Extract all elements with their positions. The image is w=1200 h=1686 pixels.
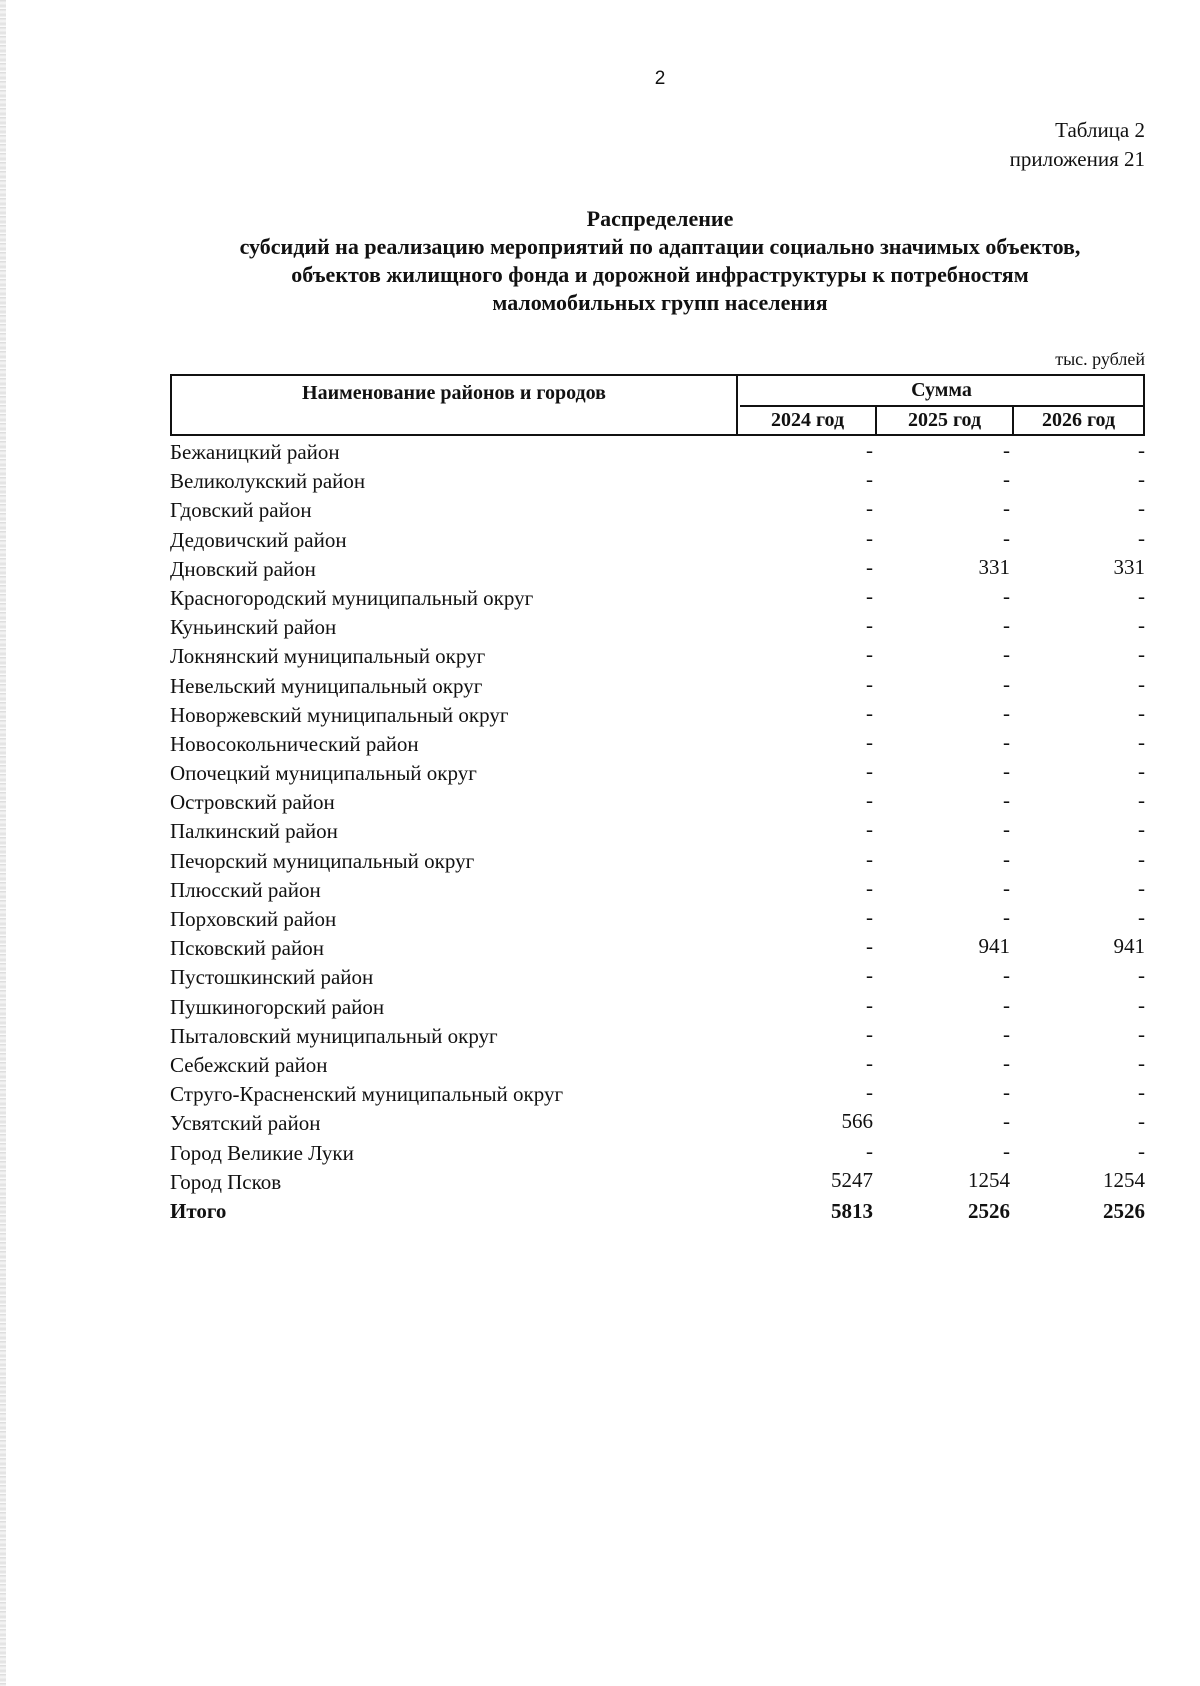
value-2026: - bbox=[1138, 671, 1145, 696]
table-row bbox=[170, 701, 1145, 730]
value-2026: - bbox=[1138, 788, 1145, 813]
table-row bbox=[170, 1139, 1145, 1168]
table-row bbox=[170, 496, 1145, 525]
value-2025: - bbox=[1003, 817, 1010, 842]
title-line-3: объектов жилищного фонда и дорожной инфраструктуры к потребностям bbox=[291, 262, 1029, 287]
value-2024: - bbox=[866, 613, 873, 638]
total-value-2025: 2526 bbox=[968, 1198, 1010, 1223]
value-2024: - bbox=[866, 554, 873, 579]
value-2024: 5247 bbox=[831, 1167, 873, 1192]
value-2025: - bbox=[1003, 438, 1010, 462]
value-2025: - bbox=[1003, 875, 1010, 900]
district-name: Город Великие Луки bbox=[170, 1140, 354, 1165]
value-2024: - bbox=[866, 525, 873, 550]
value-2024: - bbox=[866, 875, 873, 900]
value-2026: - bbox=[1138, 467, 1145, 492]
value-2025: - bbox=[1003, 1080, 1010, 1105]
value-2024: - bbox=[866, 905, 873, 929]
table-row bbox=[170, 963, 1145, 992]
value-2025: - bbox=[1003, 1021, 1010, 1046]
value-2026: - bbox=[1138, 729, 1145, 754]
header-year-2024: 2024 год bbox=[740, 407, 877, 434]
value-2024: - bbox=[866, 642, 873, 667]
district-name: Великолукский район bbox=[170, 469, 366, 494]
table-body bbox=[170, 438, 1145, 1226]
district-name: Островский район bbox=[170, 790, 335, 815]
header-sum: Сумма bbox=[740, 376, 1143, 407]
value-2026: - bbox=[1138, 1109, 1145, 1134]
value-2026: - bbox=[1138, 496, 1145, 521]
value-2026: - bbox=[1138, 1021, 1145, 1046]
district-name: Дновский район bbox=[170, 556, 316, 581]
value-2024: - bbox=[866, 1021, 873, 1046]
value-2026: - bbox=[1138, 1138, 1145, 1163]
value-2026: - bbox=[1138, 525, 1145, 550]
value-2025: 1254 bbox=[968, 1167, 1010, 1192]
district-name: Гдовский район bbox=[170, 498, 312, 523]
value-2024: - bbox=[866, 1050, 873, 1075]
value-2024: - bbox=[866, 496, 873, 521]
table-row bbox=[170, 467, 1145, 496]
value-2026: - bbox=[1138, 1050, 1145, 1075]
value-2024: - bbox=[866, 467, 873, 492]
value-2026: - bbox=[1138, 583, 1145, 608]
value-2025: - bbox=[1003, 671, 1010, 696]
table-row bbox=[170, 759, 1145, 788]
value-2025: - bbox=[1003, 496, 1010, 521]
value-2024: 566 bbox=[841, 1109, 873, 1134]
table-row bbox=[170, 1051, 1145, 1080]
value-2026: - bbox=[1138, 963, 1145, 988]
table-row bbox=[170, 672, 1145, 701]
district-name: Пыталовский муниципальный округ bbox=[170, 1023, 498, 1048]
value-2025: - bbox=[1003, 963, 1010, 988]
district-name: Невельский муниципальный округ bbox=[170, 673, 483, 698]
value-2026: - bbox=[1138, 992, 1145, 1017]
value-2026: - bbox=[1138, 905, 1145, 929]
table-row bbox=[170, 934, 1145, 963]
district-name: Красногородский муниципальный округ bbox=[170, 585, 534, 610]
district-name: Новоржевский муниципальный округ bbox=[170, 702, 509, 727]
value-2025: - bbox=[1003, 729, 1010, 754]
value-2025: - bbox=[1003, 1050, 1010, 1075]
value-2025: - bbox=[1003, 992, 1010, 1017]
value-2025: - bbox=[1003, 525, 1010, 550]
scan-edge bbox=[0, 0, 6, 1686]
value-2026: - bbox=[1138, 700, 1145, 725]
header-name-column: Наименование районов и городов bbox=[172, 376, 738, 434]
value-2024: - bbox=[866, 700, 873, 725]
table-reference bbox=[1010, 116, 1145, 174]
document-title bbox=[170, 205, 1150, 317]
value-2024: - bbox=[866, 1138, 873, 1163]
table-row bbox=[170, 876, 1145, 905]
district-name: Себежский район bbox=[170, 1052, 328, 1077]
table-header bbox=[170, 374, 1145, 436]
page-number: 2 bbox=[654, 68, 666, 89]
table-row bbox=[170, 555, 1145, 584]
value-2025: 331 bbox=[978, 554, 1010, 579]
value-2026: - bbox=[1138, 875, 1145, 900]
value-2026: - bbox=[1138, 1080, 1145, 1105]
title-line-2: субсидий на реализацию мероприятий по адаптации социально значимых объектов, bbox=[239, 234, 1081, 259]
district-name: Пушкиногорский район bbox=[170, 994, 385, 1019]
value-2024: - bbox=[866, 671, 873, 696]
table-row bbox=[170, 788, 1145, 817]
value-2024: - bbox=[866, 788, 873, 813]
table-row bbox=[170, 1080, 1145, 1109]
value-2025: - bbox=[1003, 788, 1010, 813]
value-2026: 1254 bbox=[1103, 1167, 1145, 1192]
value-2025: - bbox=[1003, 613, 1010, 638]
value-2026: - bbox=[1138, 817, 1145, 842]
district-name: Печорский муниципальный округ bbox=[170, 848, 475, 873]
table-total-row bbox=[170, 1197, 1145, 1226]
value-2025: - bbox=[1003, 700, 1010, 725]
total-district-name: Итого bbox=[170, 1198, 227, 1223]
value-2026: - bbox=[1138, 759, 1145, 784]
district-name: Усвятский район bbox=[170, 1111, 321, 1136]
district-name: Куньинский район bbox=[170, 615, 337, 640]
value-2024: - bbox=[866, 817, 873, 842]
value-2024: - bbox=[866, 438, 873, 462]
district-name: Бежаницкий район bbox=[170, 440, 340, 464]
value-2025: - bbox=[1003, 759, 1010, 784]
district-name: Опочецкий муниципальный округ bbox=[170, 761, 477, 786]
value-2025: - bbox=[1003, 467, 1010, 492]
value-2026: 331 bbox=[1113, 554, 1145, 579]
table-row bbox=[170, 730, 1145, 759]
value-2026: - bbox=[1138, 846, 1145, 871]
header-year-2025: 2025 год bbox=[877, 407, 1014, 434]
table-row bbox=[170, 905, 1145, 934]
header-year-2026: 2026 год bbox=[1041, 409, 1116, 431]
value-2024: - bbox=[866, 729, 873, 754]
value-2025: - bbox=[1003, 905, 1010, 929]
table-row bbox=[170, 526, 1145, 555]
title-line-1: Распределение bbox=[586, 206, 734, 231]
value-2024: - bbox=[866, 934, 873, 959]
value-2026: 941 bbox=[1113, 934, 1145, 959]
value-2025: - bbox=[1003, 846, 1010, 871]
table-reference-line-1: Таблица 2 bbox=[1055, 118, 1145, 142]
district-name: Струго-Красненский муниципальный округ bbox=[170, 1082, 564, 1107]
table-row bbox=[170, 1109, 1145, 1138]
district-name: Порховский район bbox=[170, 907, 337, 931]
table-reference-line-2: приложения 21 bbox=[1009, 147, 1145, 171]
district-name: Плюсский район bbox=[170, 877, 321, 902]
value-2025: 941 bbox=[978, 934, 1010, 959]
table-row bbox=[170, 817, 1145, 846]
table-row bbox=[170, 1168, 1145, 1197]
value-2025: - bbox=[1003, 1138, 1010, 1163]
district-name: Палкинский район bbox=[170, 819, 338, 844]
district-name: Дедовичский район bbox=[170, 527, 347, 552]
value-2025: - bbox=[1003, 583, 1010, 608]
value-2024: - bbox=[866, 992, 873, 1017]
district-name: Новосокольнический район bbox=[170, 731, 419, 756]
table-row bbox=[170, 1022, 1145, 1051]
value-2024: - bbox=[866, 963, 873, 988]
table-row bbox=[170, 642, 1145, 671]
total-value-2026: 2526 bbox=[1103, 1198, 1145, 1223]
value-2026: - bbox=[1138, 613, 1145, 638]
district-name: Псковский район bbox=[170, 936, 324, 961]
value-2026: - bbox=[1138, 642, 1145, 667]
title-line-4: маломобильных групп населения bbox=[492, 290, 828, 315]
value-2026: - bbox=[1138, 438, 1145, 462]
district-name: Локнянский муниципальный округ bbox=[170, 644, 486, 669]
value-2024: - bbox=[866, 759, 873, 784]
total-value-2024: 5813 bbox=[831, 1198, 873, 1223]
table-row bbox=[170, 613, 1145, 642]
table-row bbox=[170, 584, 1145, 613]
value-2024: - bbox=[866, 846, 873, 871]
value-2024: - bbox=[866, 1080, 873, 1105]
value-2025: - bbox=[1003, 642, 1010, 667]
district-name: Пустошкинский район bbox=[170, 965, 374, 990]
units-label: тыс. рублей bbox=[1055, 349, 1145, 369]
value-2025: - bbox=[1003, 1109, 1010, 1134]
table-row bbox=[170, 847, 1145, 876]
table-row bbox=[170, 993, 1145, 1022]
district-name: Город Псков bbox=[170, 1169, 282, 1194]
value-2024: - bbox=[866, 583, 873, 608]
table-row bbox=[170, 438, 1145, 467]
